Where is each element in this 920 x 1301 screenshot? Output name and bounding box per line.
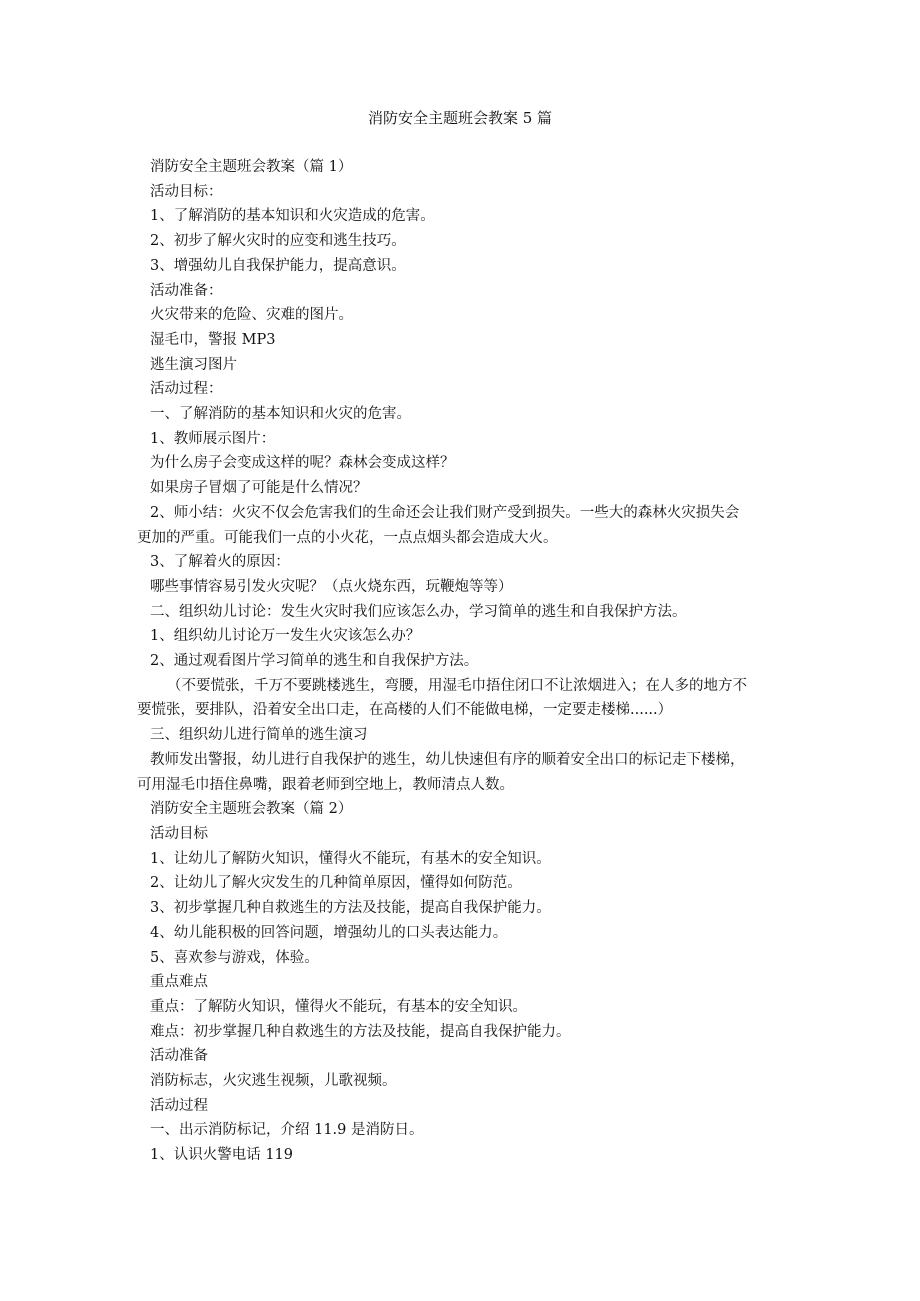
text-line: 二、组织幼儿讨论：发生火灾时我们应该怎么办，学习简单的逃生和自我保护方法。 [150, 603, 687, 620]
text-line: 2、师小结：火灾不仅会危害我们的生命还会让我们财产受到损失。一些大的森林火灾损失会 [150, 504, 740, 521]
text-line: 要慌张，要排队，沿着安全出口走，在高楼的人们不能做电梯，一定要走楼梯......） [137, 702, 673, 719]
text-line: 活动准备： [150, 282, 223, 299]
text-line: 活动准备 [150, 1048, 208, 1065]
text-line: 如果房子冒烟了可能是什么情况？ [150, 480, 368, 497]
text-line: 湿毛巾，警报 MP3 [150, 331, 276, 348]
text-line: 1、组织幼儿讨论万一发生火灾该怎么办？ [150, 628, 421, 645]
text-line: 1、了解消防的基本知识和火灾造成的危害。 [150, 208, 435, 225]
text-line: 更加的严重。可能我们一点的小火花，一点点烟头都会造成大火。 [137, 529, 558, 546]
text-line: 重点难点 [150, 974, 208, 991]
document-body [137, 155, 787, 1168]
text-line: 重点：了解防火知识，懂得火不能玩，有基本的安全知识。 [150, 998, 527, 1015]
text-line: 活动过程： [150, 381, 223, 398]
text-line: 难点：初步掌握几种自救逃生的方法及技能，提高自我保护能力。 [150, 1023, 571, 1040]
text-line: 为什么房子会变成这样的呢？森林会变成这样？ [150, 455, 455, 472]
text-line: 火灾带来的危险、灾难的图片。 [150, 307, 353, 324]
section-heading-1: 消防安全主题班会教案（篇 1） [150, 159, 353, 175]
text-line: 逃生演习图片 [150, 356, 237, 373]
text-line: 一、出示消防标记，介绍 11.9 是消防日。 [150, 1122, 424, 1139]
text-line: 5、喜欢参与游戏，体验。 [150, 949, 319, 966]
text-line: （不要慌张，千万不要跳楼逃生，弯腰，用湿毛巾捂住闭口不让浓烟进入；在人多的地方不 [167, 677, 747, 694]
text-line: 2、初步了解火灾时的应变和逃生技巧。 [150, 233, 406, 250]
section-heading-2: 消防安全主题班会教案（篇 2） [150, 801, 353, 818]
text-line: 教师发出警报，幼儿进行自我保护的逃生，幼儿快速但有序的顺着安全出口的标记走下楼梯， [150, 751, 745, 768]
text-line: 消防标志，火灾逃生视频，儿歌视频。 [150, 1073, 397, 1090]
text-line: 活动目标 [150, 825, 208, 842]
text-line: 活动目标： [150, 183, 223, 200]
text-line: 活动过程 [150, 1097, 208, 1114]
text-line: 哪些事情容易引发火灾呢？（点火烧东西，玩鞭炮等等） [150, 578, 513, 595]
text-line: 4、幼儿能积极的回答问题，增强幼儿的口头表达能力。 [150, 924, 508, 941]
text-line: 1、认识火警电话 119 [150, 1147, 294, 1164]
text-line: 1、教师展示图片： [150, 430, 276, 447]
text-line: 1、让幼儿了解防火知识，懂得火不能玩，有基木的安全知识。 [150, 850, 551, 867]
text-line: 2、让幼儿了解火灾发生的几种简单原因，懂得如何防范。 [150, 875, 522, 892]
text-line: 一、了解消防的基本知识和火灾的危害。 [150, 406, 411, 423]
text-line: 可用湿毛巾捂住鼻嘴，跟着老师到空地上，教师清点人数。 [137, 776, 514, 793]
document-title: 消防安全主题班会教案 5 篇 [367, 109, 553, 127]
text-line: 3、了解着火的原因： [150, 554, 290, 571]
text-line: 2、通过观看图片学习简单的逃生和自我保护方法。 [150, 653, 479, 670]
text-line: 3、初步掌握几种自救逃生的方法及技能，提高自我保护能力。 [150, 900, 551, 917]
text-line: 3、增强幼儿自我保护能力，提高意识。 [150, 257, 406, 274]
text-line: 三、组织幼儿进行简单的逃生演习 [150, 727, 368, 744]
